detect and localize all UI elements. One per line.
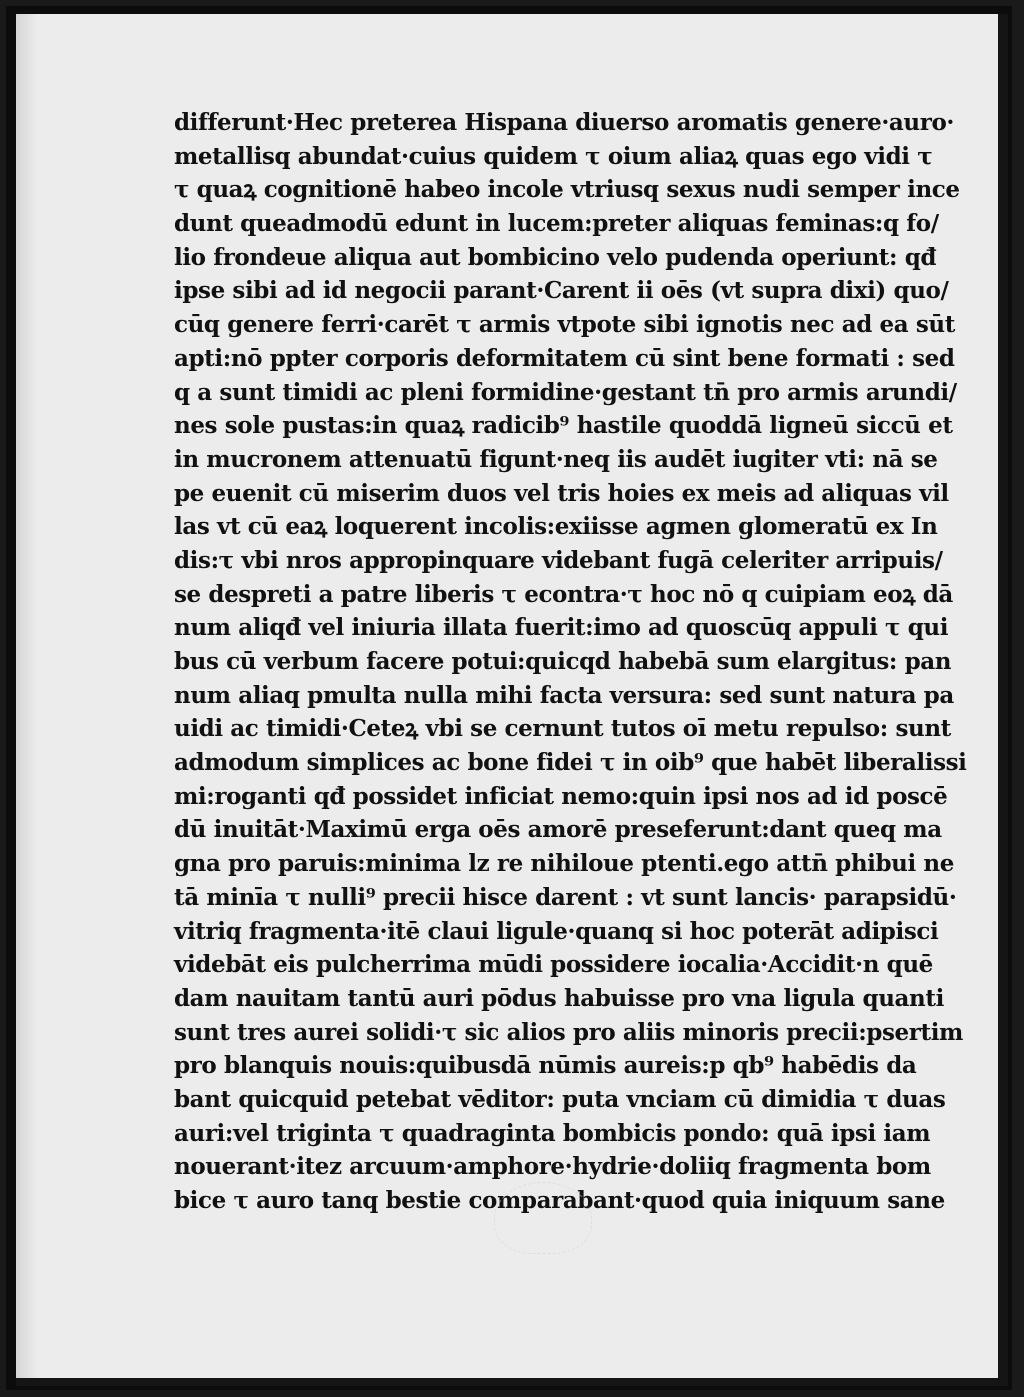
text-line: dam nauitam tantū auri pōdus habuisse pro vna ligula quanti	[174, 984, 944, 1012]
text-line: cūq genere ferri·carēt τ armis vtpote sibi ignotis nec ad ea sūt	[174, 311, 955, 339]
text-line: uidi ac timidi·Ceteꝝ vbi se cernunt tutos oī metu repulso: sunt	[174, 715, 951, 743]
library-stamp	[494, 1182, 592, 1254]
text-line: pe euenit cū miserim duos vel tris hoies ex meis ad aliquas vil	[174, 479, 949, 507]
text-line: admodum simplices ac bone fidei τ in oib⁹ que habēt liberalissi	[174, 749, 967, 777]
page-frame	[6, 6, 1012, 1390]
text-line: num aliqđ vel iniuria illata fuerit:imo ad quoscūq appuli τ qui	[174, 614, 949, 642]
text-line: auri:vel triginta τ quadraginta bombicis pondo: quā ipsi iam	[174, 1119, 931, 1147]
text-line: metallisq abundat·cuius quidem τ oium aliaꝝ quas ego vidi τ	[174, 142, 933, 170]
text-line: lio frondeue aliqua aut bombicino velo pudenda operiunt: qđ	[174, 243, 937, 271]
text-line: in mucronem attenuatū figunt·neq iis audēt iugiter vti: nā se	[174, 445, 938, 473]
text-line: τ quaꝝ cognitionē habeo incole vtriusq sexus nudi semper ince	[174, 176, 960, 204]
text-line: q a sunt timidi ac pleni formidine·gestant tn̄ pro armis arundi/	[174, 378, 957, 406]
text-line: gna pro paruis:minima lz re nihiloue ptenti.ego attn̄ phibui ne	[174, 850, 954, 878]
text-line: ipse sibi ad id negocii parant·Carent ii oēs (vt supra dixi) quo/	[174, 277, 949, 305]
text-line: se despreti a patre liberis τ econtra·τ hoc nō q cuipiam eoꝝ dā	[174, 580, 953, 608]
text-block	[174, 106, 967, 1218]
text-line: nouerant·itez arcuum·amphore·hydrie·doliiq fragmenta bom	[174, 1153, 931, 1181]
text-line: bant quicquid petebat vēditor: puta vnciam cū dimidia τ duas	[174, 1085, 946, 1113]
text-line: nes sole pustas:in quaꝝ radicib⁹ hastile quoddā ligneū siccū et	[174, 412, 953, 440]
text-line: bus cū verbum facere potui:quicqd habebā sum elargitus: pan	[174, 648, 952, 675]
text-line: tā minīa τ nulli⁹ precii hisce darent : vt sunt lancis· parapsidū·	[174, 883, 957, 911]
text-line: vitriq fragmenta·itē claui ligule·quanq si hoc poterāt adipisci	[174, 917, 939, 945]
incunable-page	[16, 14, 1008, 1386]
text-line: dū inuitāt·Maximū erga oēs amorē preseferunt:dant queq ma	[174, 816, 942, 844]
text-line: apti:nō ppter corporis deformitatem cū sint bene formati : sed	[174, 344, 955, 372]
text-line: dunt queadmodū edunt in lucem:preter aliquas feminas:q fo/	[174, 210, 939, 238]
text-line: sunt tres aurei solidi·τ sic alios pro aliis minoris precii:psertim	[174, 1018, 963, 1046]
text-line: mi:roganti qđ possidet inficiat nemo:quin ipsi nos ad id poscē	[174, 782, 948, 810]
text-line: pro blanquis nouis:quibusdā nūmis aureis:p qb⁹ habēdis da	[174, 1052, 917, 1080]
text-line: videbāt eis pulcherrima mūdi possidere iocalia·Accidit·n quē	[174, 951, 933, 979]
text-line: las vt cū eaꝝ loquerent incolis:exiisse agmen glomeratū ex In	[174, 513, 938, 541]
text-line: bice τ auro tanq bestie comparabant·quod quia iniquum sane	[174, 1187, 945, 1214]
text-line: differunt·Hec preterea Hispana diuerso aromatis genere·auro·	[174, 109, 955, 136]
text-line: num aliaq pmulta nulla mihi facta versura: sed sunt natura pa	[174, 681, 954, 709]
text-line: dis:τ vbi nros appropinquare videbant fugā celeriter arripuis/	[174, 546, 943, 574]
